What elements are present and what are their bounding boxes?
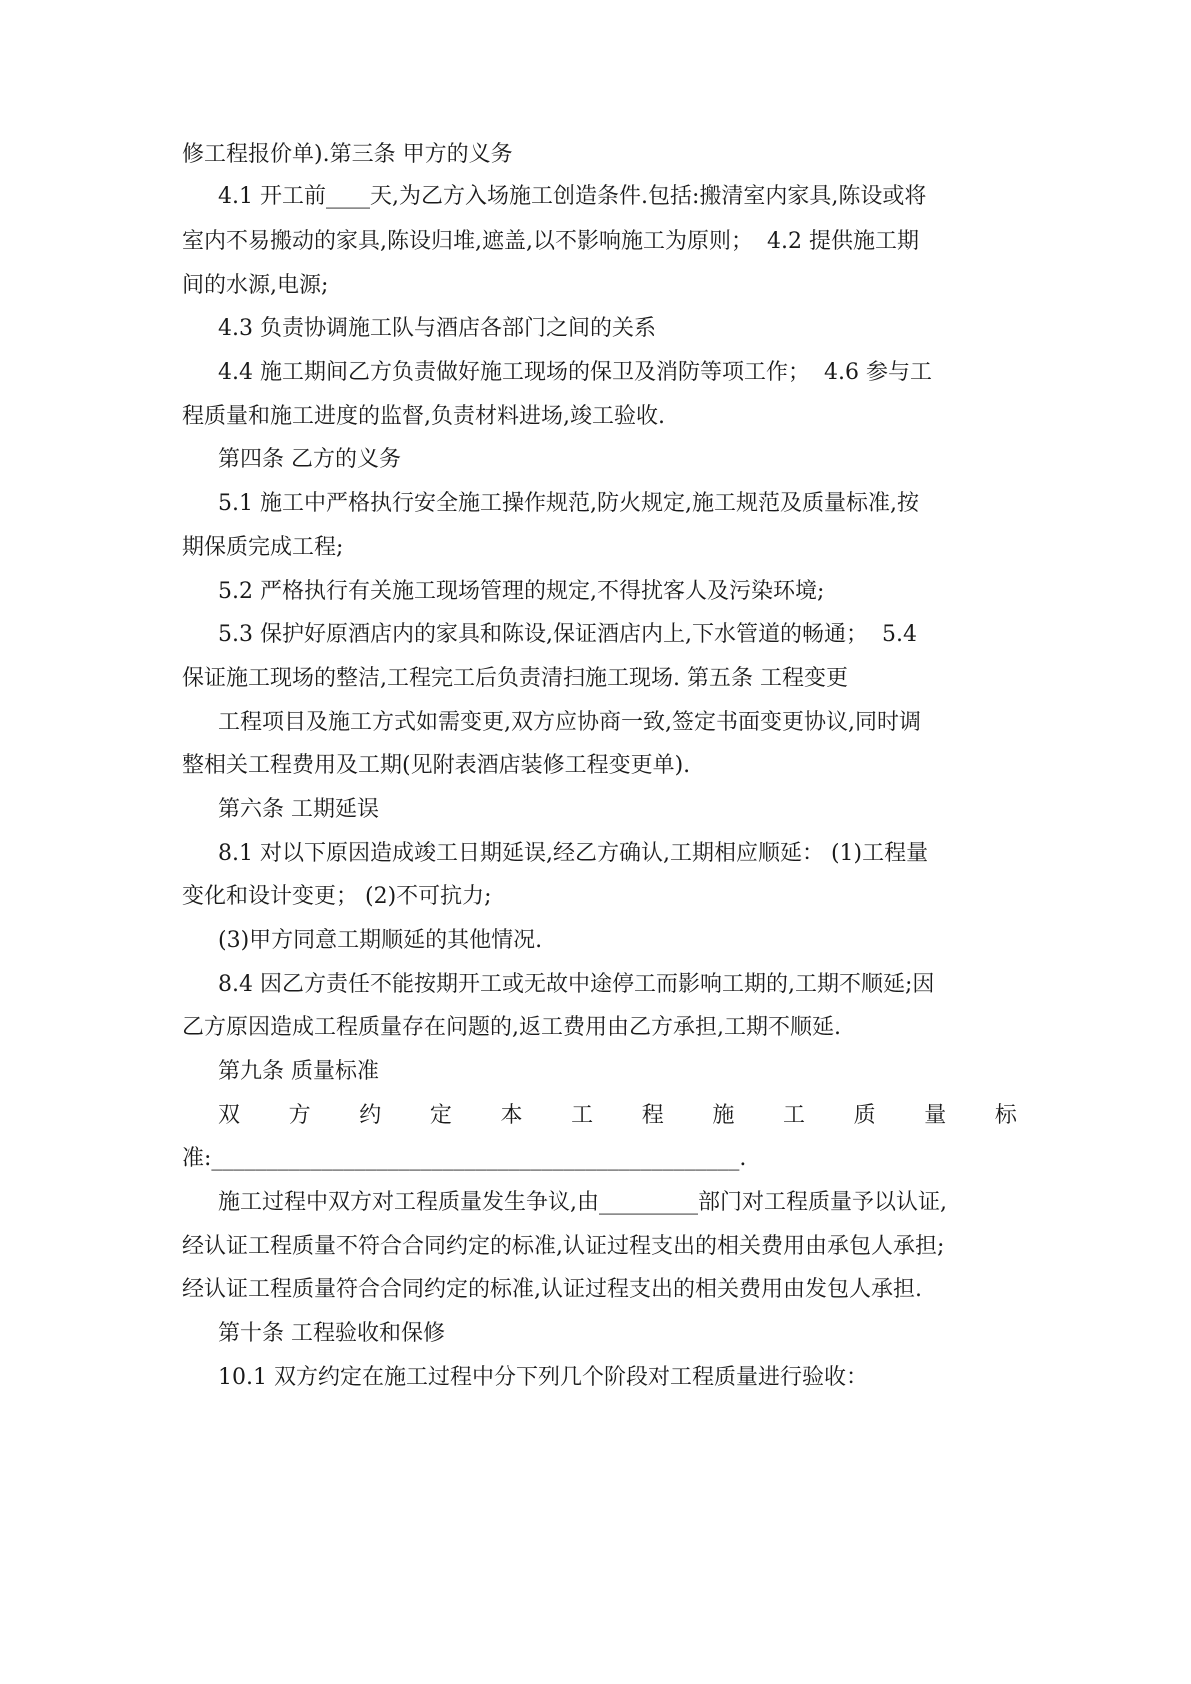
text-line: 5.1 施工中严格执行安全施工操作规范,防火规定,施工规范及质量标准,按 xyxy=(218,491,919,516)
spread-char: 程 xyxy=(641,1103,664,1128)
section-heading: 第六条 工期延误 xyxy=(218,797,379,822)
text-line: 变化和设计变更； (2)不可抗力; xyxy=(182,884,492,909)
text-line: 经认证工程质量不符合合同约定的标准,认证过程支出的相关费用由承包人承担; xyxy=(182,1234,945,1259)
text-line: 施工过程中双方对工程质量发生争议,由_________部门对工程质量予以认证, xyxy=(218,1190,947,1215)
text-line: 4.1 开工前____天,为乙方入场施工创造条件.包括:搬清室内家具,陈设或将 xyxy=(218,184,927,209)
text-line: 10.1 双方约定在施工过程中分下列几个阶段对工程质量进行验收： xyxy=(218,1365,868,1390)
text-line: 4.3 负责协调施工队与酒店各部门之间的关系 xyxy=(218,316,656,341)
spread-char: 双 xyxy=(218,1103,241,1128)
spread-char: 本 xyxy=(500,1103,523,1128)
text-line: 整相关工程费用及工期(见附表酒店装修工程变更单). xyxy=(182,753,691,778)
text-line: 修工程报价单).第三条 甲方的义务 xyxy=(182,142,513,167)
section-heading: 第四条 乙方的义务 xyxy=(218,447,401,472)
spread-char: 工 xyxy=(571,1103,594,1128)
text-line: 间的水源,电源; xyxy=(182,273,329,298)
spread-char: 工 xyxy=(783,1103,806,1128)
text-line: 8.1 对以下原因造成竣工日期延误,经乙方确认,工期相应顺延： (1)工程量 xyxy=(218,841,929,866)
spread-char: 约 xyxy=(359,1103,382,1128)
text-line: 保证施工现场的整洁,工程完工后负责清扫施工现场. 第五条 工程变更 xyxy=(182,666,848,691)
text-line: 5.3 保护好原酒店内的家具和陈设,保证酒店内上,下水管道的畅通； 5.4 xyxy=(218,622,917,647)
section-heading: 第十条 工程验收和保修 xyxy=(218,1321,445,1346)
text-line: (3)甲方同意工期顺延的其他情况. xyxy=(218,928,543,953)
spread-char: 质 xyxy=(853,1103,876,1128)
spread-char: 方 xyxy=(288,1103,311,1128)
text-line: 期保质完成工程; xyxy=(182,535,344,560)
text-line: 准:________________________________________________. xyxy=(182,1146,747,1171)
spread-char: 标 xyxy=(994,1103,1017,1128)
spread-char: 量 xyxy=(924,1103,947,1128)
section-heading: 第九条 质量标准 xyxy=(218,1059,379,1084)
text-line: 程质量和施工进度的监督,负责材料进场,竣工验收. xyxy=(182,404,665,429)
spread-text-line xyxy=(218,1101,1017,1131)
spread-char: 施 xyxy=(712,1103,735,1128)
text-line: 室内不易搬动的家具,陈设归堆,遮盖,以不影响施工为原则； 4.2 提供施工期 xyxy=(182,229,919,254)
text-line: 4.4 施工期间乙方负责做好施工现场的保卫及消防等项工作； 4.6 参与工 xyxy=(218,360,932,385)
text-line: 8.4 因乙方责任不能按期开工或无故中途停工而影响工期的,工期不顺延;因 xyxy=(218,972,935,997)
text-line: 工程项目及施工方式如需变更,双方应协商一致,签定书面变更协议,同时调 xyxy=(218,710,921,735)
spread-char: 定 xyxy=(429,1103,452,1128)
text-line: 5.2 严格执行有关施工现场管理的规定,不得扰客人及污染环境; xyxy=(218,579,825,604)
text-line: 经认证工程质量符合合同约定的标准,认证过程支出的相关费用由发包人承担. xyxy=(182,1277,922,1302)
text-line: 乙方原因造成工程质量存在问题的,返工费用由乙方承担,工期不顺延. xyxy=(182,1015,841,1040)
